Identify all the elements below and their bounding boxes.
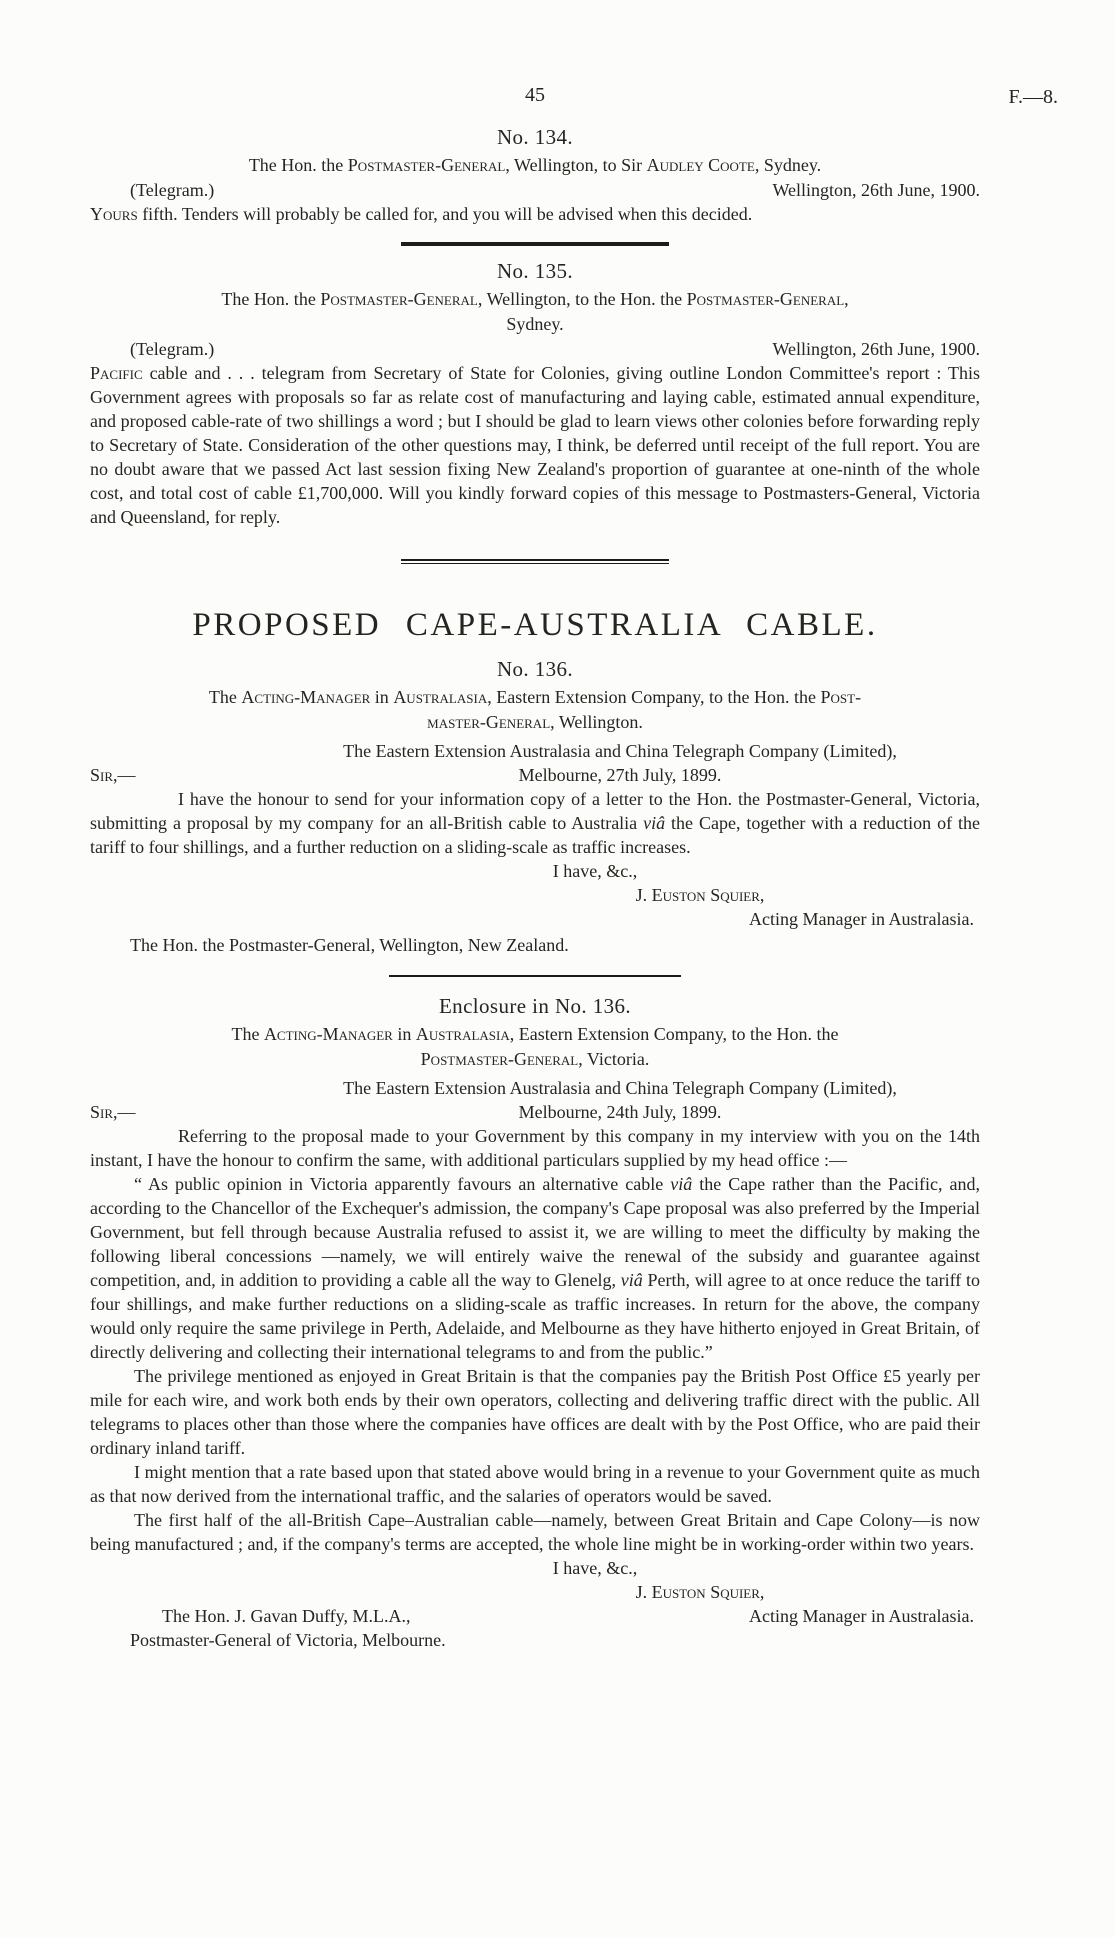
enclosure-paragraph-4: I might mention that a rate based upon that stated above would bring in a revenue to your Government quite as much as that now derived from the international traffic, and the salaries of operators would be saved.	[90, 1462, 980, 1506]
enclosure-footer-row	[90, 1604, 980, 1628]
letter-136-address-line1: The Acting-Manager in Australasia, Eastern Extension Company, to the Hon. the Post-	[208, 687, 862, 707]
doc-reference: F.—8.	[1008, 86, 1058, 108]
letter-136	[90, 656, 980, 957]
page-number: 45	[525, 84, 545, 106]
letter-136-heading: No. 136.	[496, 657, 574, 681]
enclosure-paragraph-3: The privilege mentioned as enjoyed in Great Britain is that the companies pay the British Post Office £5 yearly per mile for each wire, and work both ends by their own operators, collecting and delivering traffic direct with the public. All telegrams to places other than those where the companies have offices are dealt with by the Post Office, who are paid their ordinary inland tariff.	[90, 1366, 980, 1458]
signature-role: Acting Manager in Australasia.	[749, 1606, 974, 1626]
section-divider-double	[401, 559, 669, 564]
addressee: The Hon. the Postmaster-General, Wellington, New Zealand.	[130, 935, 569, 955]
enclosure-136	[90, 993, 980, 1652]
salutation: Sir,—	[90, 1102, 136, 1122]
letter-135	[90, 258, 980, 529]
signature-name: J. Euston Squier,	[635, 885, 765, 905]
letter-134-heading: No. 134.	[496, 125, 574, 149]
telegram-label: (Telegram.)	[130, 339, 215, 359]
enclosure-paragraph-2: “ As public opinion in Victoria apparently favours an alternative cable viâ the Cape rather than the Pacific, and, according to the Chancellor of the Exchequer's admission, the company's Cape proposal was also preferred by the Imperial Government, but fell through because Australia refused to assist it, we are willing to meet the difficulty by making the following liberal concessions —namely, we will entirely waive the renewal of the subsidy and guarantee against competition, and, in addition to providing a cable all the way to Glenelg, viâ Perth, will agree to at once reduce the tariff to four shillings, and make further reductions on a sliding-scale as traffic increases. In return for the above, the company would only require the same privilege in Perth, Adelaide, and Melbourne as they have hitherto enjoyed in Great Britain, of directly delivering and collecting their international telegrams to and from the public.”	[90, 1174, 981, 1362]
dateline: Melbourne, 27th July, 1899.	[518, 765, 722, 785]
enclosure-address-line2: Postmaster-General, Victoria.	[420, 1049, 650, 1069]
letter-135-body: Pacific cable and . . . telegram from Secretary of State for Colonies, giving outline London Committee's report : This Government agrees with proposals so far as relate cost of manufacturing and laying cable, estimated annual expenditure, and proposed cable-rate of two shillings a word ; but I should be glad to learn views other colonies before forwarding reply to Secretary of State. Consideration of the other questions may, I think, be deferred until receipt of the full report. You are no doubt aware that we passed Act last session fixing New Zealand's proportion of guarantee at one-ninth of the whole cost, and total cost of cable £1,700,000. Will you kindly forward copies of this message to Postmasters-General, Victoria and Queensland, for reply.	[90, 363, 980, 527]
enclosure-paragraph-1: Referring to the proposal made to your Government by this company in my interview with you on the 14th instant, I have the honour to confirm the same, with additional particulars supplied by my head office :—	[90, 1126, 980, 1170]
letter-135-telegram-row	[90, 337, 980, 361]
letterhead: The Eastern Extension Australasia and China Telegraph Company (Limited),	[343, 741, 897, 761]
letter-135-address-line2: Sydney.	[506, 314, 564, 334]
signature-role: Acting Manager in Australasia.	[749, 909, 974, 929]
dateline: Melbourne, 24th July, 1899.	[518, 1102, 722, 1122]
enclosure-heading: Enclosure in No. 136.	[438, 994, 632, 1018]
letter-134-telegram-row	[90, 178, 980, 202]
enclosure-address-line1: The Acting-Manager in Australasia, Eastern Extension Company, to the Hon. the	[231, 1024, 839, 1044]
enclosure-paragraph-5: The first half of the all-British Cape–Australian cable—namely, between Great Britain and Cape Colony—is now being manufactured ; and, if the company's terms are accepted, the whole line might be in working-order within two years.	[90, 1510, 980, 1554]
letter-135-address-line1: The Hon. the Postmaster-General, Wellington, to the Hon. the Postmaster-General,	[221, 289, 849, 309]
letterhead: The Eastern Extension Australasia and China Telegraph Company (Limited),	[343, 1078, 897, 1098]
salutation-row	[90, 1100, 980, 1124]
letter-134-body: Yours fifth. Tenders will probably be called for, and you will be advised when this decided.	[90, 204, 753, 224]
telegram-label: (Telegram.)	[130, 180, 215, 200]
letter-134	[90, 124, 980, 226]
valediction: I have, &c.,	[552, 1558, 638, 1578]
signature-name: J. Euston Squier,	[635, 1582, 765, 1602]
letter-136-address-line2: master-General, Wellington.	[427, 712, 643, 732]
dateline: Wellington, 26th June, 1900.	[772, 339, 980, 359]
dateline: Wellington, 26th June, 1900.	[772, 180, 980, 200]
letter-136-body: I have the honour to send for your information copy of a letter to the Hon. the Postmaster-General, Victoria, submitting a proposal by my company for an all-British cable to Australia viâ the Cape, together with a reduction of the tariff to four shillings, and a further reduction on a sliding-scale as traffic increases.	[90, 789, 980, 857]
page-header	[90, 84, 980, 110]
salutation-row	[90, 763, 980, 787]
letter-135-heading: No. 135.	[496, 259, 574, 283]
report-title: PROPOSED CAPE-AUSTRALIA CABLE.	[192, 607, 878, 643]
valediction: I have, &c.,	[552, 861, 638, 881]
addressee-line2: Postmaster-General of Victoria, Melbourne.	[130, 1630, 446, 1650]
letter-134-address: The Hon. the Postmaster-General, Wellington, to Sir Audley Coote, Sydney.	[248, 155, 822, 175]
salutation: Sir,—	[90, 765, 136, 785]
section-divider	[401, 242, 669, 246]
addressee-line1: The Hon. J. Gavan Duffy, M.L.A.,	[162, 1606, 411, 1626]
section-divider-thin	[389, 975, 681, 977]
